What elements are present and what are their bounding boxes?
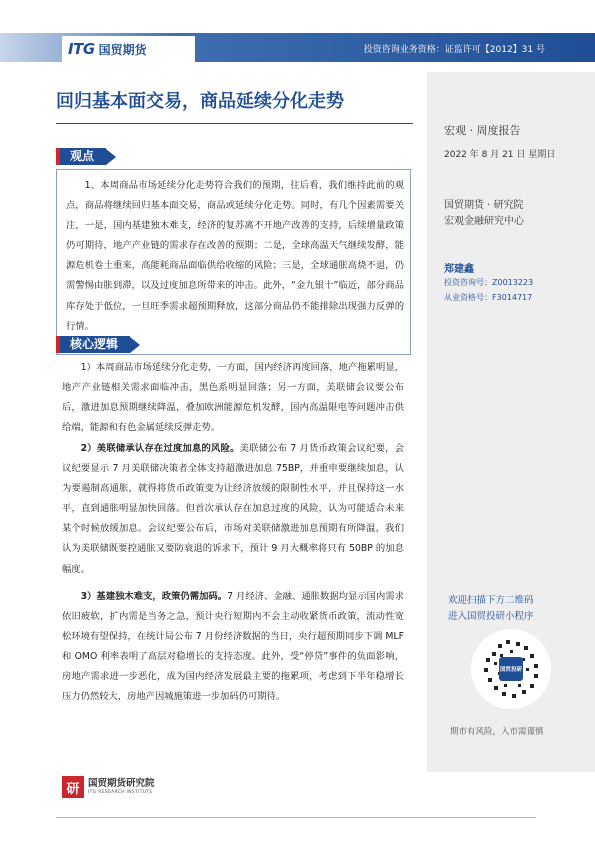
logic-paragraph-3	[62, 587, 404, 708]
qr-caption-line1: 欢迎扫描下方二维码	[448, 595, 534, 606]
title-divider	[56, 123, 413, 124]
logic-body-3: 7 月经济、金融、通胀数据均显示国内需求依旧疲软，扩内需是当务之急，预计央行短期内不会主动收紧货币政策，流动性宽松环境有望保持，在统计局公布 7 月份经济数据的当日，央行超预期同步下调 MLF 和 OMO 利率表明了高层对稳增长的支持态度。此外，受“停贷”事件的负面影响，房地产需求进一步恶化，成为国内经济发展最主要的拖累项，考虑到下半年稳增长压力仍然较大，房地产因城施策进一步加码仍可期待。	[62, 591, 404, 703]
section-tag-view	[56, 148, 116, 165]
footer-org-name: 国贸期货研究院	[88, 778, 155, 789]
logic-body-2: 美联储公布 7 月货币政策会议纪要，会议纪要显示 7 月美联储决策者全体支持超激进加息 75BP，并重申要继续加息，认为要遏制高通胀，就得将货币政策变为让经济放缓的限制性水平，并且保持这一水平，直到通胀明显加快回落。但首次承认存在加息过度的风险，认为可能适合未来某个时候放缓加息。会议纪要公布后，市场对美联储激进加息预期有所降温，我们认为美联储既要控通胀又要防衰退的诉求下，预计 9 月大概率将只有 50BP 的加息幅度。	[62, 443, 404, 575]
logic-paragraph-2	[62, 439, 404, 580]
license-text: 投资咨询业务资格：证监许可【2012】31 号	[363, 45, 545, 55]
risk-disclaimer: 期市有风险，入市需谨慎	[450, 727, 544, 737]
footer-logo	[62, 776, 155, 798]
qr-caption-line2: 进入国贸投研小程序	[448, 611, 534, 622]
tag-arrow-icon	[106, 149, 116, 165]
tag-arrow-icon	[130, 337, 140, 353]
logic-heading-2: 2）美联储承认存在过度加息的风险。	[80, 443, 240, 454]
view-paragraph: 1、本周商品市场延续分化走势符合我们的预期，往后看，我们维持此前的观点，商品将继续回归基本面交易，商品或延续分化走势。同时，有几个因素需要关注，一是，国内基建独木难支，经济的复苏离不开地产改善的支持，后续增量政策仍可期待，地产产业链的需求存在改善的预期；二是，全球高温天气继续发酵，能源危机卷土重来，高能耗商品面临供给收缩的风险；三是，全球通胀高烧不退，仍需警惕由胀到滞，以及过度加息所带来的冲击。此外，“金九银十”临近，部分商品库存处于低位，一旦旺季需求超预期释放，这部分商品仍不能排除出现强力反弹的行情。	[66, 180, 404, 332]
company-logo	[62, 36, 195, 62]
logo-name: 国贸期货	[98, 42, 147, 57]
footer-logo-mark: 研	[62, 776, 84, 798]
footer-divider	[56, 817, 536, 818]
logic-heading-3: 3）基建独木难支，政策仍需加码。	[80, 591, 228, 602]
analyst-name: 郑建鑫	[444, 264, 474, 275]
logic-paragraph-1: 1）本周商品市场延续分化走势，一方面，国内经济再度回落，地产拖累明显，地产产业链相关需求面临冲击，黑色系明显回落；另一方面，美联储会议要公布后，激进加息预期继续降温，叠加欧洲能源危机发酵，国内高温限电等问题冲击供给端，能源和有色金属延续反弹走势。	[62, 362, 404, 434]
org-name: 国贸期货 · 研究院	[444, 200, 524, 211]
report-type: 宏观 · 周度报告	[444, 124, 521, 137]
page-title: 回归基本面交易，商品延续分化走势	[56, 91, 344, 112]
org-department: 宏观金融研究中心	[444, 216, 524, 227]
footer-org-name-en: ITG RESEARCH INSTITUTE	[88, 790, 153, 795]
qr-center-label: 国贸投研	[499, 667, 522, 673]
section-label-view: 观点	[56, 148, 106, 165]
analyst-cert-number: 投资咨询号：Z0013223	[444, 278, 534, 287]
report-date: 2022 年 8 月 21 日 星期日	[444, 150, 556, 160]
qr-code[interactable]	[470, 628, 552, 710]
logo-mark: ITG	[68, 40, 95, 58]
section-tag-logic	[56, 336, 140, 353]
footer-logo-text	[88, 778, 155, 796]
analyst-reg-number: 从业资格号：F3014717	[444, 293, 533, 302]
section-label-logic: 核心逻辑	[56, 336, 130, 353]
